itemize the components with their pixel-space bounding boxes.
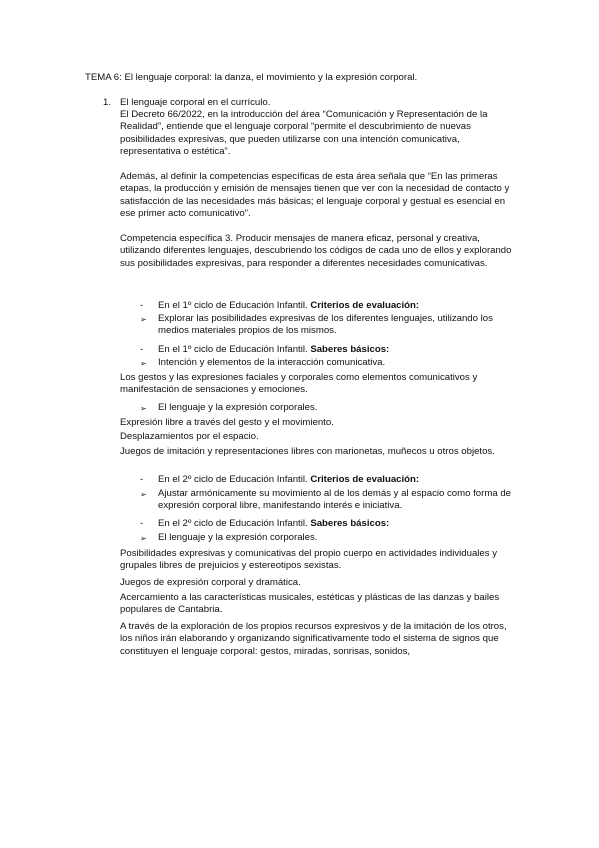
- list-item-ciclo2-saberes: [158, 518, 518, 530]
- paragraph-competencias: Además, al definir la competencias específicas de esta área señala que “En las primeras etapas, la producción y emisión de mensajes tienen que ver con la necesidad de contacto y satisfacción de las necesidades más básicas; el lenguaje corporal y gestual es esencial en ese primer acto comunicativo”.: [120, 171, 510, 220]
- saberes-label: Saberes básicos:: [310, 518, 390, 529]
- section-heading: El lenguaje corporal en el currículo.: [120, 97, 271, 108]
- section-number: 1.: [103, 97, 112, 108]
- arrow-bullet-icon: ➢: [140, 404, 147, 413]
- paragraph-acercamiento: Acercamiento a las características musicales, estéticas y plásticas de las danzas y bailes populares de Cantabria.: [120, 592, 500, 616]
- list-item-ciclo1-criterios: [158, 300, 518, 312]
- dash-bullet: -: [140, 344, 144, 355]
- cycle-label: En el 1º ciclo de Educación Infantil.: [158, 344, 308, 355]
- arrow-bullet-icon: ➢: [140, 315, 147, 324]
- cycle-label: En el 2º ciclo de Educación Infantil.: [158, 518, 308, 529]
- dash-bullet: -: [140, 300, 144, 311]
- paragraph-competencia-3: Competencia específica 3. Producir mensajes de manera eficaz, personal y creativa, utilizando diferentes lenguajes, descubriendo los códigos de cada uno de ellos y explorando sus posibilidades expresivas, para responder a diferentes necesidades comunicativas.: [120, 233, 512, 269]
- list-item-explorar: Explorar las posibilidades expresivas de los diferentes lenguajes, utilizando los medios materiales propios de los mismos.: [158, 313, 493, 337]
- line-desplazamientos: Desplazamientos por el espacio.: [120, 431, 259, 442]
- cycle-label: En el 2º ciclo de Educación Infantil.: [158, 474, 308, 485]
- line-juegos-dramatica: Juegos de expresión corporal y dramática.: [120, 577, 301, 588]
- list-item-lenguaje-expresion: El lenguaje y la expresión corporales.: [158, 402, 318, 413]
- arrow-bullet-icon: ➢: [140, 359, 147, 368]
- dash-bullet: -: [140, 518, 144, 529]
- paragraph-decreto: El Decreto 66/2022, en la introducción del área “Comunicación y Representación de la Realidad”, entiende que el lenguaje corporal “permite el descubrimiento de nuevas posibilidades expresivas, que pueden utilizarse con una intención comunicativa, representativa o estética”.: [120, 109, 488, 158]
- paragraph-posibilidades: Posibilidades expresivas y comunicativas del propio cuerpo en actividades individuales y grupales libres de prejuicios y estereotipos sexistas.: [120, 548, 498, 572]
- saberes-label: Saberes básicos:: [310, 344, 390, 355]
- arrow-bullet-icon: ➢: [140, 534, 147, 543]
- cycle-label: En el 1º ciclo de Educación Infantil.: [158, 300, 308, 311]
- criteria-label: Criterios de evaluación:: [310, 474, 420, 485]
- list-item-intencion: Intención y elementos de la interacción comunicativa.: [158, 357, 386, 368]
- arrow-bullet-icon: ➢: [140, 490, 147, 499]
- line-juegos-imitacion: Juegos de imitación y representaciones libres con marionetas, muñecos u otros objetos.: [120, 446, 495, 457]
- document-title: TEMA 6: El lenguaje corporal: la danza, el movimiento y la expresión corporal.: [85, 72, 418, 83]
- line-expresion-libre: Expresión libre a través del gesto y el movimiento.: [120, 417, 334, 428]
- list-item-ciclo1-saberes: [158, 344, 518, 356]
- criteria-label: Criterios de evaluación:: [310, 300, 420, 311]
- paragraph-exploracion: A través de la exploración de los propios recursos expresivos y de la imitación de los otros, los niños irán elaborando y organizando significativamente todo el sistema de signos que constituyen el lenguaje corporal: gestos, miradas, sonrisas, sonidos,: [120, 621, 507, 657]
- paragraph-gestos: Los gestos y las expresiones faciales y corporales como elementos comunicativos y manifestación de sensaciones y emociones.: [120, 372, 478, 396]
- list-item-lenguaje-expresion-2: El lenguaje y la expresión corporales.: [158, 532, 318, 543]
- list-item-ciclo2-criterios: [158, 474, 518, 486]
- dash-bullet: -: [140, 474, 144, 485]
- list-item-ajustar: Ajustar armónicamente su movimiento al de los demás y al espacio como forma de expresión corporal libre, manifestando interés e iniciativa.: [158, 488, 511, 512]
